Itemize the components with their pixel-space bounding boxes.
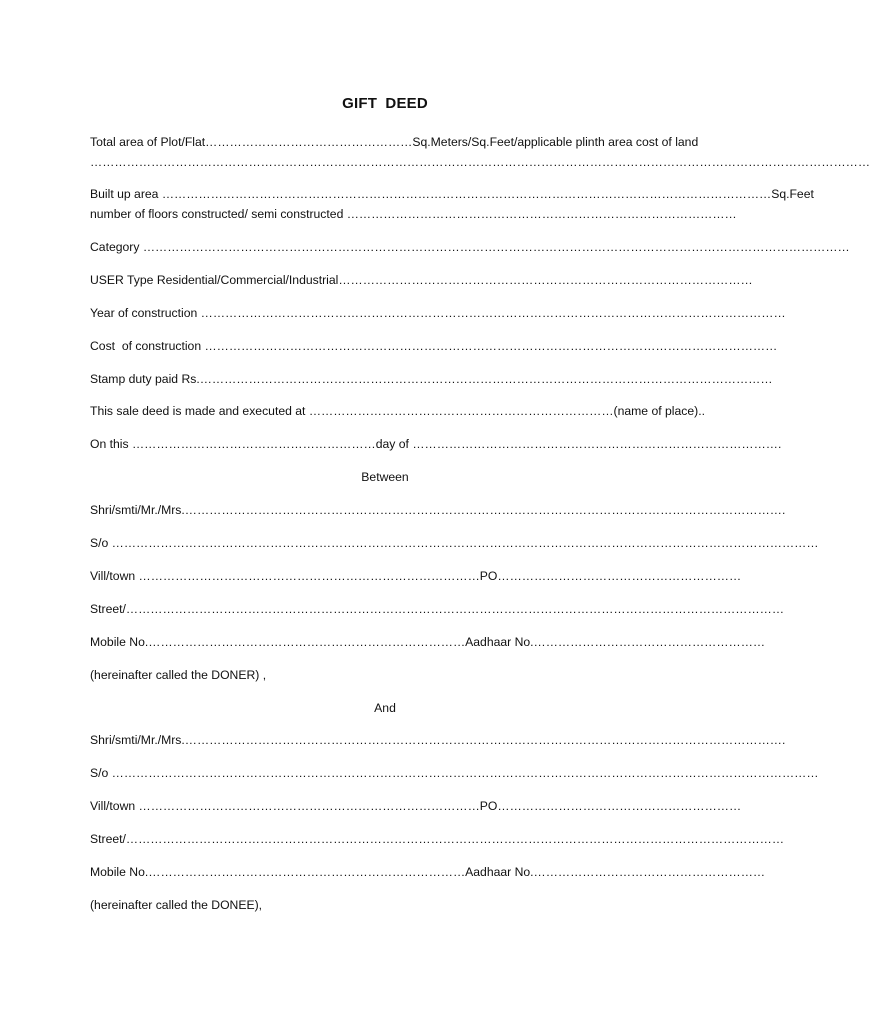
between-heading: Between (361, 470, 409, 484)
donee-mobile-line: Mobile No.……………………………………………………………………Aadhaar No.………………………………………………… (90, 865, 766, 879)
doner-mobile-line: Mobile No.……………………………………………………………………Aadhaar No.………………………………………………… (90, 635, 766, 649)
donee-label-line: (hereinafter called the DONEE), (90, 898, 263, 912)
user-type-line: USER Type Residential/Commercial/Industrial………………………………………………………………………………………… (90, 273, 753, 287)
plot-area-line: Total area of Plot/Flat……………………………………………Sq.Meters/Sq.Feet/applicable plinth area cost of land (90, 135, 699, 149)
stamp-duty-line: Stamp duty paid Rs.…………………………………………………………………………………………………………………………… (90, 372, 773, 386)
doner-label-line: (hereinafter called the DONER) , (90, 668, 267, 682)
doner-so-line: S/o ………………………………………………………………………………………………………………………………………………………… (90, 536, 819, 550)
donee-name-line: Shri/smti/Mr./Mrs.…………………………………………………………………………………………………………………………………. (90, 733, 786, 747)
donee-village-line: Vill/town …………………………………………………………………………PO…………………………………………………… (90, 799, 742, 813)
cost-construction-line: Cost of construction …………………………………………………………………………………………………………………………… (90, 339, 778, 353)
doner-village-line: Vill/town …………………………………………………………………………PO…………………………………………………… (90, 569, 742, 583)
donee-so-line: S/o ………………………………………………………………………………………………………………………………………………………… (90, 766, 819, 780)
place-line: This sale deed is made and executed at …………………………………………………………………(name of place).. (90, 404, 705, 418)
built-up-area-line: Built up area ……………………………………………………………………………………………………………………………………Sq.Feet (90, 187, 814, 201)
year-construction-line: Year of construction ……………………………………………………………………………………………………………………………… (90, 306, 786, 320)
document-title: GIFT DEED (342, 95, 428, 112)
floors-line: number of floors constructed/ semi constructed …………………………………………………………………………………… (90, 207, 737, 221)
land-cost-line: ………………………………………………………………………………………………………………………………………………………………………… (90, 155, 870, 169)
doner-street-line: Street/……………………………………………………………………………………………………………………………………………… (90, 602, 785, 616)
and-heading: And (374, 701, 396, 715)
donee-street-line: Street/……………………………………………………………………………………………………………………………………………… (90, 832, 785, 846)
date-line: On this ……………………………………………………day of ………………………………………………………………………………. (90, 437, 782, 451)
doner-name-line: Shri/smti/Mr./Mrs.…………………………………………………………………………………………………………………………………. (90, 503, 786, 517)
category-line: Category ………………………………………………………………………………………………………………………………………………………… (90, 240, 850, 254)
